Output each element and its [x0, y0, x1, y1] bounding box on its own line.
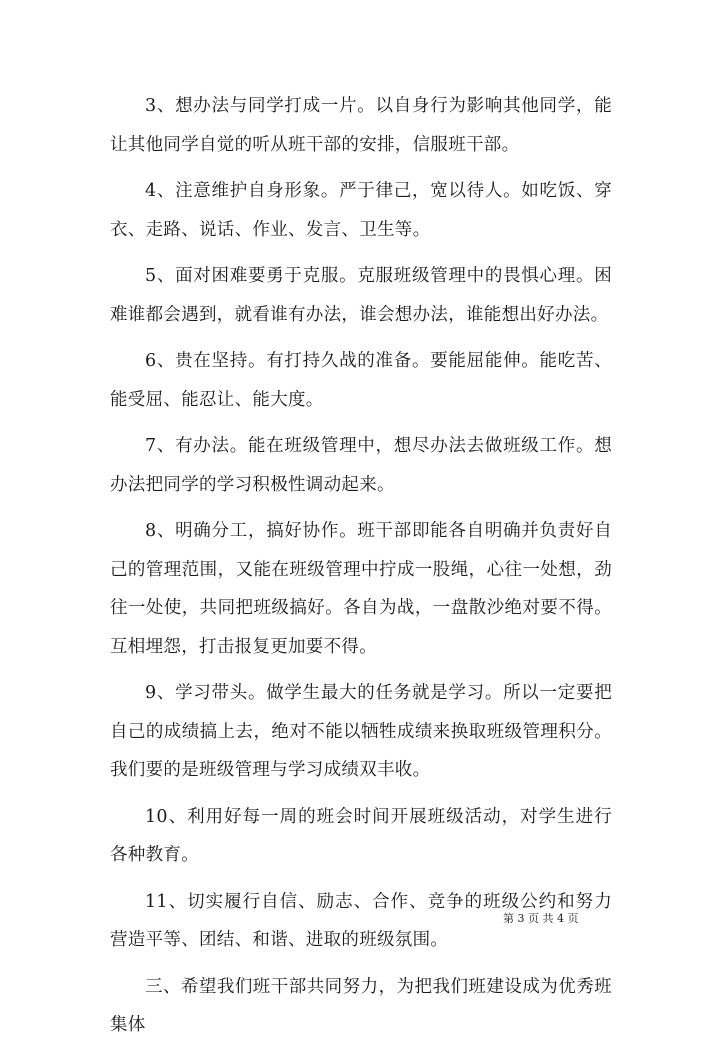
paragraph-9: 9、学习带头。做学生最大的任务就是学习。所以一定要把自己的成绩搞上去，绝对不能以牺牲成绩来换取班级管理积分。我们要的是班级管理与学习成绩双丰收。 [110, 683, 612, 780]
paragraph-6: 6、贵在坚持。有打持久战的准备。要能屈能伸。能吃苦、能受屈、能忍让、能大度。 [110, 351, 612, 410]
paragraph-7: 7、有办法。能在班级管理中，想尽办法去做班级工作。想办法把同学的学习积极性调动起来。 [110, 436, 612, 495]
paragraph-3: 3、想办法与同学打成一片。以自身行为影响其他同学，能让其他同学自觉的听从班干部的安排，信服班干部。 [110, 96, 612, 155]
page-number-footer: 第 3 页 共 4 页 [503, 912, 579, 925]
paragraph-section-3: 三、希望我们班干部共同努力，为把我们班建设成为优秀班集体 [110, 976, 612, 1035]
paragraph-10: 10、利用好每一周的班会时间开展班级活动，对学生进行各种教育。 [110, 806, 612, 865]
document-body [110, 87, 612, 1053]
paragraph-11: 11、切实履行自信、励志、合作、竞争的班级公约和努力营造平等、团结、和谐、进取的班级氛围。 [110, 891, 612, 950]
paragraph-5: 5、面对困难要勇于克服。克服班级管理中的畏惧心理。困难谁都会遇到，就看谁有办法，谁会想办法，谁能想出好办法。 [110, 266, 612, 325]
paragraph-4: 4、注意维护自身形象。严于律己，宽以待人。如吃饭、穿衣、走路、说话、作业、发言、卫生等。 [110, 181, 612, 240]
paragraph-8: 8、明确分工，搞好协作。班干部即能各自明确并负责好自己的管理范围，又能在班级管理中拧成一股绳，心往一处想，劲往一处使，共同把班级搞好。各自为战，一盘散沙绝对要不得。互相埋怨，打击报复更加要不得。 [110, 521, 612, 657]
